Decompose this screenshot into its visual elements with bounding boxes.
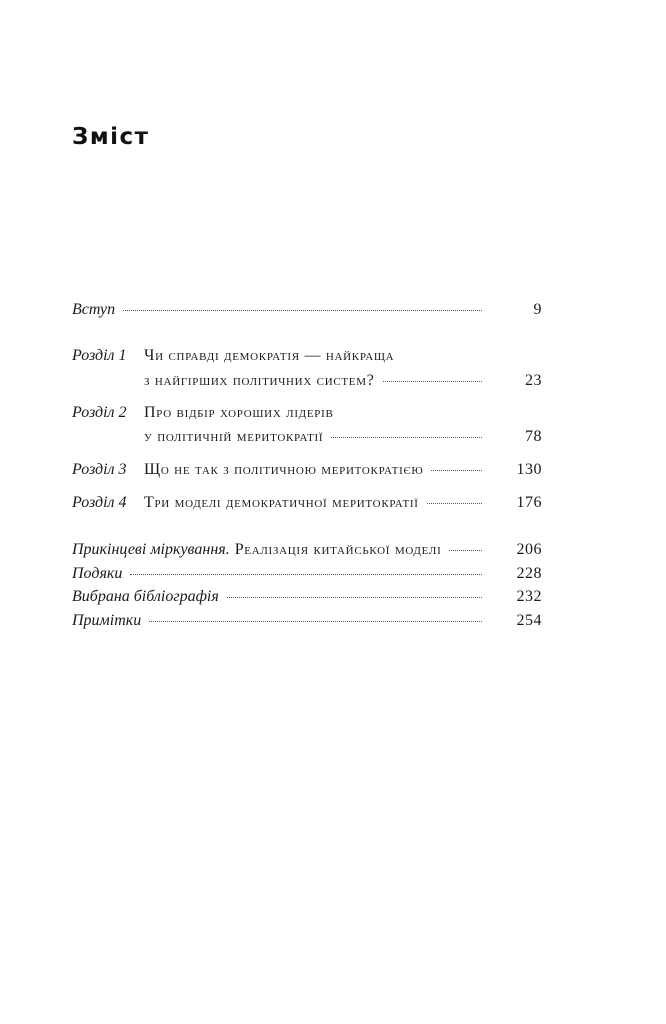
dot-leader — [427, 503, 482, 504]
chapter-title-line: з найгірших політичних систем? — [144, 372, 375, 389]
page-number: 206 — [516, 541, 542, 558]
dot-leader — [123, 310, 482, 311]
toc-entry-chapter-3[interactable] — [72, 461, 490, 479]
page-number: 130 — [516, 461, 542, 478]
toc-entry-chapter-2[interactable] — [72, 404, 490, 422]
toc-entry-chapter-4[interactable] — [72, 494, 490, 512]
chapter-title-line: Що не так з політичною меритократією — [144, 461, 424, 478]
page-number: 23 — [525, 372, 542, 389]
page-title: Зміст — [72, 124, 150, 150]
dot-leader — [227, 597, 482, 598]
dot-leader — [331, 437, 482, 438]
dot-leader — [149, 621, 482, 622]
dot-leader — [449, 550, 482, 551]
chapter-title-line: Чи справді демократія — найкраща — [144, 347, 395, 364]
entry-label: Вибрана бібліографія — [72, 588, 219, 605]
chapter-label: Розділ 2 — [72, 404, 127, 421]
dot-leader — [431, 470, 482, 471]
dot-leader — [130, 574, 482, 575]
toc-entry-chapter-1-cont[interactable] — [144, 372, 490, 390]
chapter-label: Розділ 1 — [72, 347, 127, 364]
toc-entry-conclusion[interactable] — [72, 541, 490, 559]
entry-label: Вступ — [72, 301, 116, 318]
toc-entry-bibliography[interactable] — [72, 588, 490, 606]
toc-entry-intro[interactable] — [72, 301, 490, 319]
chapter-title-line: Три моделі демократичної меритократії — [144, 494, 419, 511]
entry-label: Подяки — [72, 565, 123, 582]
toc-entry-chapter-1[interactable] — [72, 347, 490, 365]
toc-entry-acknowledgements[interactable] — [72, 565, 490, 583]
toc-entry-notes[interactable] — [72, 612, 490, 630]
page-number: 228 — [516, 565, 542, 582]
page-number: 78 — [525, 428, 542, 445]
dot-leader — [383, 381, 482, 382]
entry-label: Примітки — [72, 612, 142, 629]
entry-label: Прикінцеві міркування. — [72, 541, 230, 558]
page-number: 232 — [516, 588, 542, 605]
toc-entry-chapter-2-cont[interactable] — [144, 428, 490, 446]
page-number: 176 — [516, 494, 542, 511]
entry-subtitle: Реалізація китайської моделі — [234, 541, 442, 558]
chapter-title-line: Про відбір хороших лідерів — [144, 404, 334, 421]
chapter-label: Розділ 4 — [72, 494, 127, 511]
chapter-title-line: у політичній меритократії — [144, 428, 324, 445]
page-number: 9 — [533, 301, 542, 318]
chapter-label: Розділ 3 — [72, 461, 127, 478]
page-number: 254 — [516, 612, 542, 629]
